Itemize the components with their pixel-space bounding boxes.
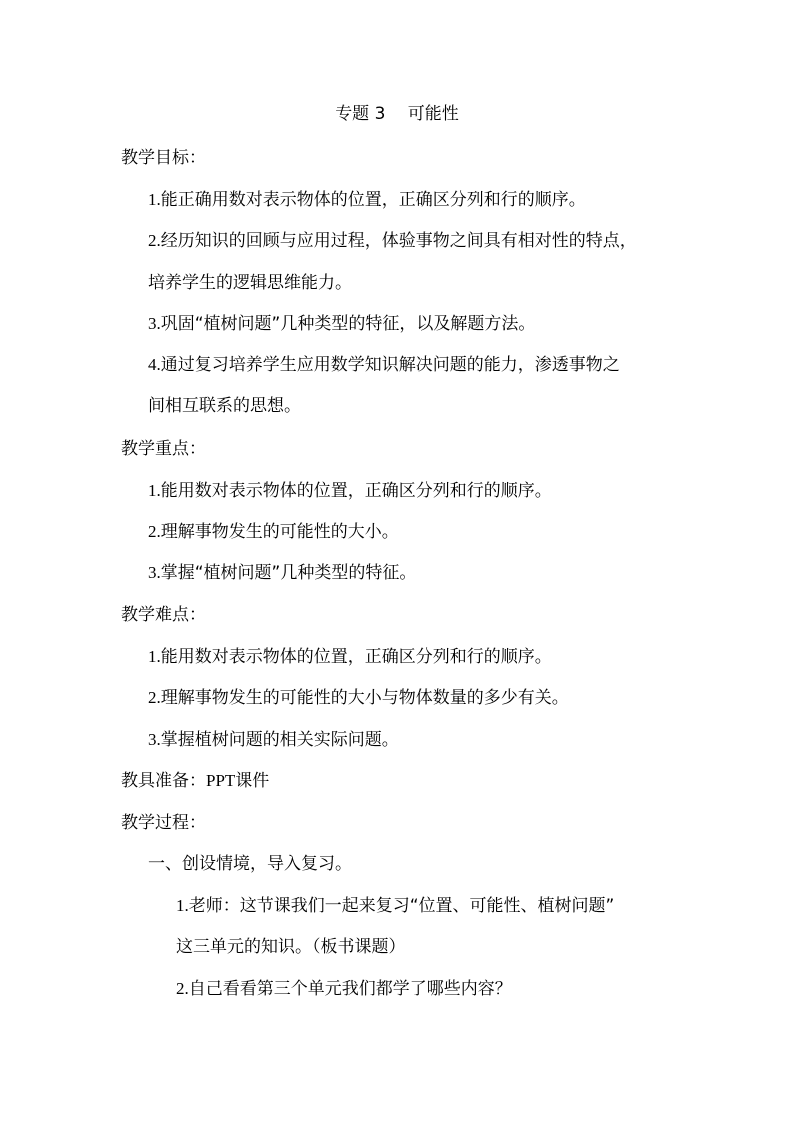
item-number: 1. bbox=[148, 647, 161, 666]
item-text: 经历知识的回顾与应用过程，体验事物之间具有相对性的特点， bbox=[160, 231, 637, 251]
item-number: 1. bbox=[148, 481, 161, 500]
difficulty-item-2 bbox=[148, 687, 569, 709]
objective-item-1 bbox=[148, 189, 586, 211]
objectives-heading: 教学目标： bbox=[121, 148, 206, 168]
objective-item-2 bbox=[148, 230, 637, 252]
objective-item-4-continued: 间相互联系的思想。 bbox=[148, 396, 301, 416]
item-number: 1. bbox=[176, 896, 189, 915]
difficulty-item-3 bbox=[148, 729, 399, 751]
item-number: 3. bbox=[148, 314, 161, 333]
key-point-item-2 bbox=[148, 521, 399, 543]
key-point-item-1 bbox=[148, 480, 552, 502]
item-text: 能正确用数对表示物体的位置，正确区分列和行的顺序。 bbox=[160, 190, 586, 210]
key-point-item-3 bbox=[148, 562, 416, 584]
materials-value: PPT bbox=[206, 771, 236, 790]
objective-item-4 bbox=[148, 354, 620, 376]
item-number: 2. bbox=[148, 522, 161, 541]
item-number: 2. bbox=[148, 688, 161, 707]
item-number: 3. bbox=[148, 563, 161, 582]
materials-label: 教具准备： bbox=[121, 771, 206, 791]
item-number: 2. bbox=[148, 231, 161, 250]
process-step-1-continued: 这三单元的知识。（板书课题） bbox=[176, 937, 406, 957]
item-number: 3. bbox=[148, 730, 161, 749]
item-text: 能用数对表示物体的位置，正确区分列和行的顺序。 bbox=[160, 481, 552, 501]
item-text: 能用数对表示物体的位置，正确区分列和行的顺序。 bbox=[160, 647, 552, 667]
item-text: 理解事物发生的可能性的大小与物体数量的多少有关。 bbox=[160, 688, 569, 708]
item-text: 掌握植树问题的相关实际问题。 bbox=[160, 730, 399, 750]
difficulties-heading: 教学难点： bbox=[121, 605, 206, 625]
process-step-1 bbox=[176, 895, 614, 917]
item-number: 1. bbox=[148, 190, 161, 209]
item-text: 理解事物发生的可能性的大小。 bbox=[160, 522, 399, 542]
item-text: 通过复习培养学生应用数学知识解决问题的能力，渗透事物之 bbox=[160, 355, 620, 375]
process-step-2 bbox=[176, 978, 512, 1000]
item-number: 2. bbox=[176, 979, 189, 998]
item-text: 掌握“植树问题”几种类型的特征。 bbox=[160, 563, 417, 583]
materials-suffix: 课件 bbox=[235, 771, 270, 791]
difficulty-item-1 bbox=[148, 646, 552, 668]
item-text: 巩固“植树问题”几种类型的特征，以及解题方法。 bbox=[160, 314, 536, 334]
item-number: 4. bbox=[148, 355, 161, 374]
item-text: 老师：这节课我们一起来复习“位置、可能性、植树问题” bbox=[188, 896, 615, 916]
materials-line bbox=[121, 770, 269, 792]
item-text: 自己看看第三个单元我们都学了哪些内容？ bbox=[188, 979, 512, 999]
page-title: 专题 3 可能性 bbox=[335, 104, 459, 124]
process-heading: 教学过程： bbox=[121, 813, 206, 833]
key-points-heading: 教学重点： bbox=[121, 439, 206, 459]
objective-item-3 bbox=[148, 313, 535, 335]
objective-item-2-continued: 培养学生的逻辑思维能力。 bbox=[148, 273, 352, 293]
process-section-1: 一、创设情境，导入复习。 bbox=[148, 854, 352, 874]
